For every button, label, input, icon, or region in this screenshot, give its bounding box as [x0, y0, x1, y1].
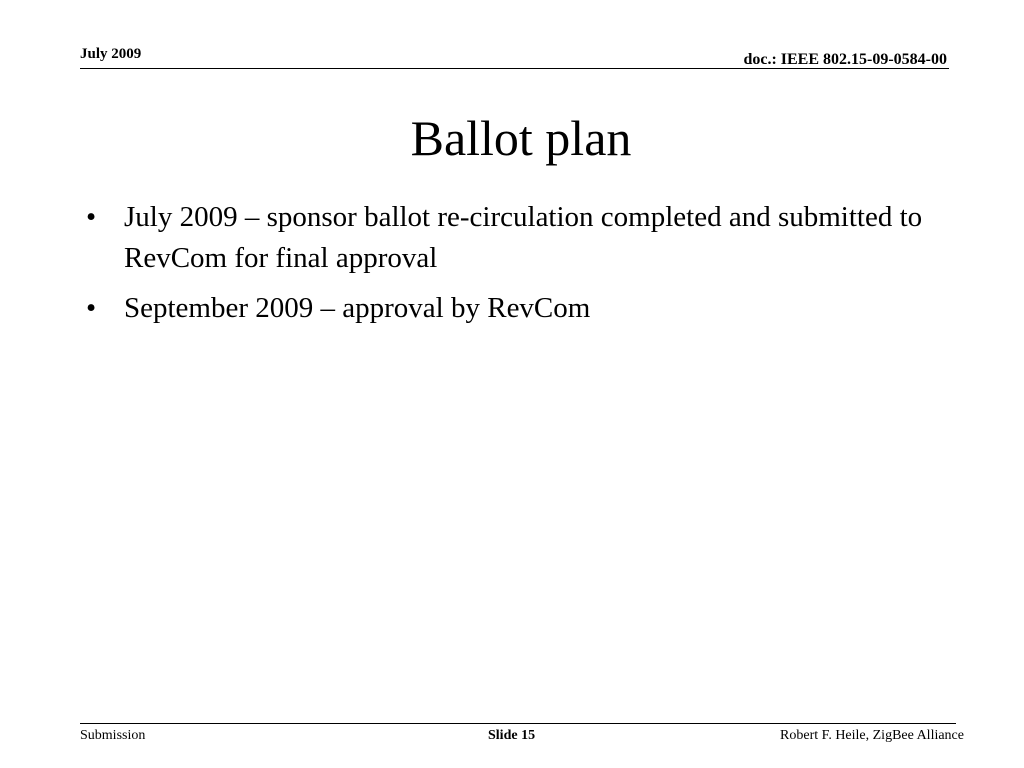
bullet-item	[86, 288, 936, 329]
bullet-text: September 2009 – approval by RevCom	[124, 292, 591, 324]
bullet-list	[86, 197, 936, 338]
footer-author: Robert F. Heile, ZigBee Alliance	[780, 728, 964, 743]
footer-slide-number: Slide 15	[488, 728, 536, 743]
footer-submission: Submission	[80, 728, 146, 743]
footer-divider	[80, 723, 956, 724]
bullet-item	[86, 197, 936, 279]
header-date: July 2009	[80, 46, 142, 62]
bullet-text: July 2009 – sponsor ballot re-circulation completed and submitted to RevCom for final approval	[124, 201, 923, 274]
slide-title: Ballot plan	[410, 110, 632, 166]
bullet-dot-icon: •	[86, 292, 97, 324]
header-doc-id: doc.: IEEE 802.15-09-0584-00	[743, 51, 947, 68]
bullet-dot-icon: •	[86, 201, 97, 233]
header-divider	[80, 68, 949, 69]
